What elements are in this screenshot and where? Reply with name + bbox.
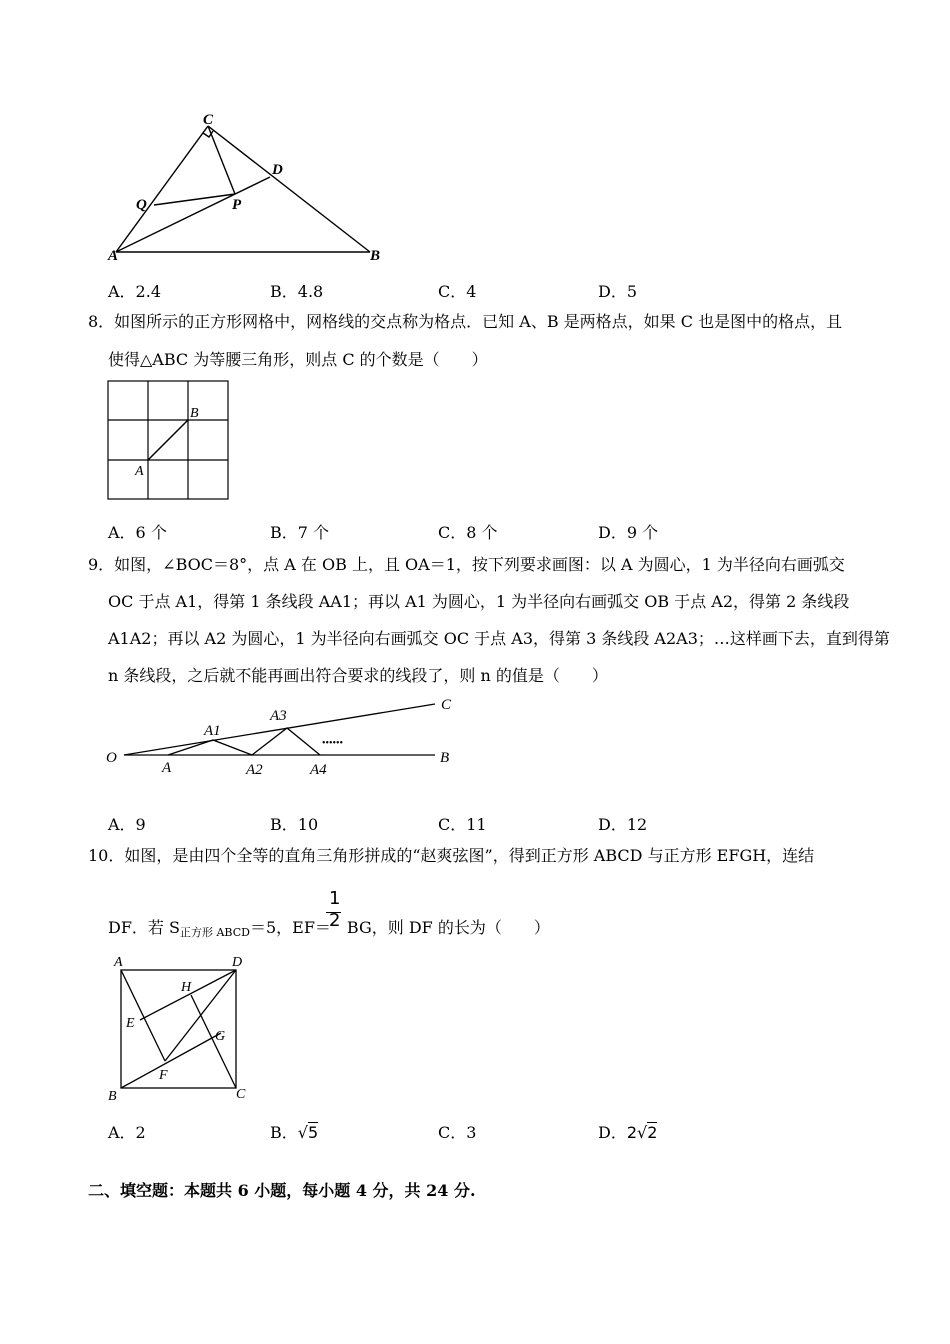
q10-label-G: G [215, 1029, 226, 1044]
q7-label-B: B [370, 248, 381, 264]
q10-option-a[interactable]: A．2 [108, 1123, 146, 1142]
q9-label-A1: A1 [204, 723, 221, 739]
q9-figure [100, 690, 470, 780]
q9-label-A4: A4 [310, 762, 327, 778]
q7-label-Q: Q [136, 197, 147, 213]
q10-option-d-prefix: D． [598, 1123, 627, 1142]
q10-option-d-radicand: 2 [647, 1123, 658, 1142]
q10-text-line1: 10．如图，是由四个全等的直角三角形拼成的“赵爽弦图”，得到正方形 ABCD 与正方形 EFGH，连结 [88, 846, 815, 865]
q7-label-C: C [203, 112, 214, 128]
q10-option-d-coef: 2 [626, 1123, 638, 1142]
q7-option-d[interactable]: D．5 [598, 282, 638, 301]
q10-label-E: E [126, 1016, 135, 1031]
q7-option-c[interactable]: C．4 [438, 282, 477, 301]
q9-option-b[interactable]: B．10 [270, 815, 319, 834]
q10-option-b[interactable] [270, 1120, 318, 1143]
q10-option-b-radicand: 5 [307, 1123, 319, 1142]
q10-line2-part3: BG，则 DF 的长为（ ） [346, 918, 550, 937]
q8-label-A: A [135, 464, 144, 479]
q10-label-A: A [114, 955, 123, 970]
q8-option-a[interactable]: A．6 个 [108, 523, 167, 542]
q8-option-d[interactable]: D．9 个 [598, 523, 659, 542]
q10-fraction-denominator: 2 [329, 910, 341, 931]
q9-option-a[interactable]: A．9 [108, 815, 146, 834]
q7-option-a[interactable]: A．2.4 [108, 282, 162, 301]
section-2-heading: 二、填空题：本题共 6 小题，每小题 4 分，共 24 分. [88, 1181, 476, 1200]
q8-option-b[interactable]: B．7 个 [270, 523, 330, 542]
q10-option-b-prefix: B． [270, 1123, 298, 1142]
q10-line2-part1: DF．若 S [108, 918, 180, 937]
q7-label-A: A [108, 248, 119, 264]
q9-dots: •••••• [322, 738, 344, 749]
q10-label-B: B [108, 1089, 117, 1103]
q9-label-A2: A2 [246, 762, 263, 778]
q9-label-B: B [440, 750, 450, 766]
sqrt-icon: √ [297, 1123, 308, 1142]
q9-text-line2: OC 于点 A1，得第 1 条线段 AA1；再以 A1 为圆心，1 为半径向右画弧交 OB 于点 A2，得第 2 条线段 [108, 592, 850, 611]
q9-option-d[interactable]: D．12 [598, 815, 648, 834]
q10-label-D: D [232, 955, 243, 970]
q10-fraction [326, 888, 342, 936]
q8-text-line2: 使得△ABC 为等腰三角形，则点 C 的个数是（ ） [108, 350, 488, 369]
q8-text-line1: 8．如图所示的正方形网格中，网格线的交点称为格点．已知 A、B 是两格点，如果 C 也是图中的格点，且 [88, 312, 843, 331]
q7-option-b[interactable]: B．4.8 [270, 282, 324, 301]
q10-label-H: H [181, 980, 192, 995]
q10-line2-part2: ＝5，EF＝ [249, 918, 331, 937]
sqrt-icon: √ [637, 1123, 648, 1142]
q9-text-line3: A1A2；再以 A2 为圆心，1 为半径向右画弧交 OC 于点 A3，得第 3 条线段 A2A3；…这样画下去，直到得第 [108, 629, 890, 648]
q9-label-A: A [162, 760, 172, 776]
q8-option-c[interactable]: C．8 个 [438, 523, 498, 542]
q10-label-C: C [236, 1087, 246, 1102]
q9-label-C: C [441, 697, 452, 713]
q8-label-B: B [190, 406, 199, 421]
q9-option-c[interactable]: C．11 [438, 815, 487, 834]
q9-label-A3: A3 [270, 708, 287, 724]
q7-figure [100, 108, 400, 268]
q7-label-D: D [272, 162, 283, 178]
q7-label-P: P [232, 197, 242, 213]
q9-text-line4: n 条线段，之后就不能再画出符合要求的线段了，则 n 的值是（ ） [108, 666, 608, 685]
q10-fraction-numerator: 1 [329, 888, 341, 909]
q10-figure [100, 948, 260, 1103]
q10-label-F: F [159, 1068, 168, 1083]
q10-option-d[interactable] [598, 1120, 657, 1143]
q10-line2-subscript: 正方形 ABCD [179, 926, 250, 939]
q9-label-O: O [106, 750, 117, 766]
q9-text-line1: 9．如图，∠BOC＝8°，点 A 在 OB 上，且 OA＝1，按下列要求画图：以 A 为圆心，1 为半径向右画弧交 [88, 555, 845, 574]
q8-grid-figure [100, 376, 240, 506]
q10-option-c[interactable]: C．3 [438, 1123, 477, 1142]
